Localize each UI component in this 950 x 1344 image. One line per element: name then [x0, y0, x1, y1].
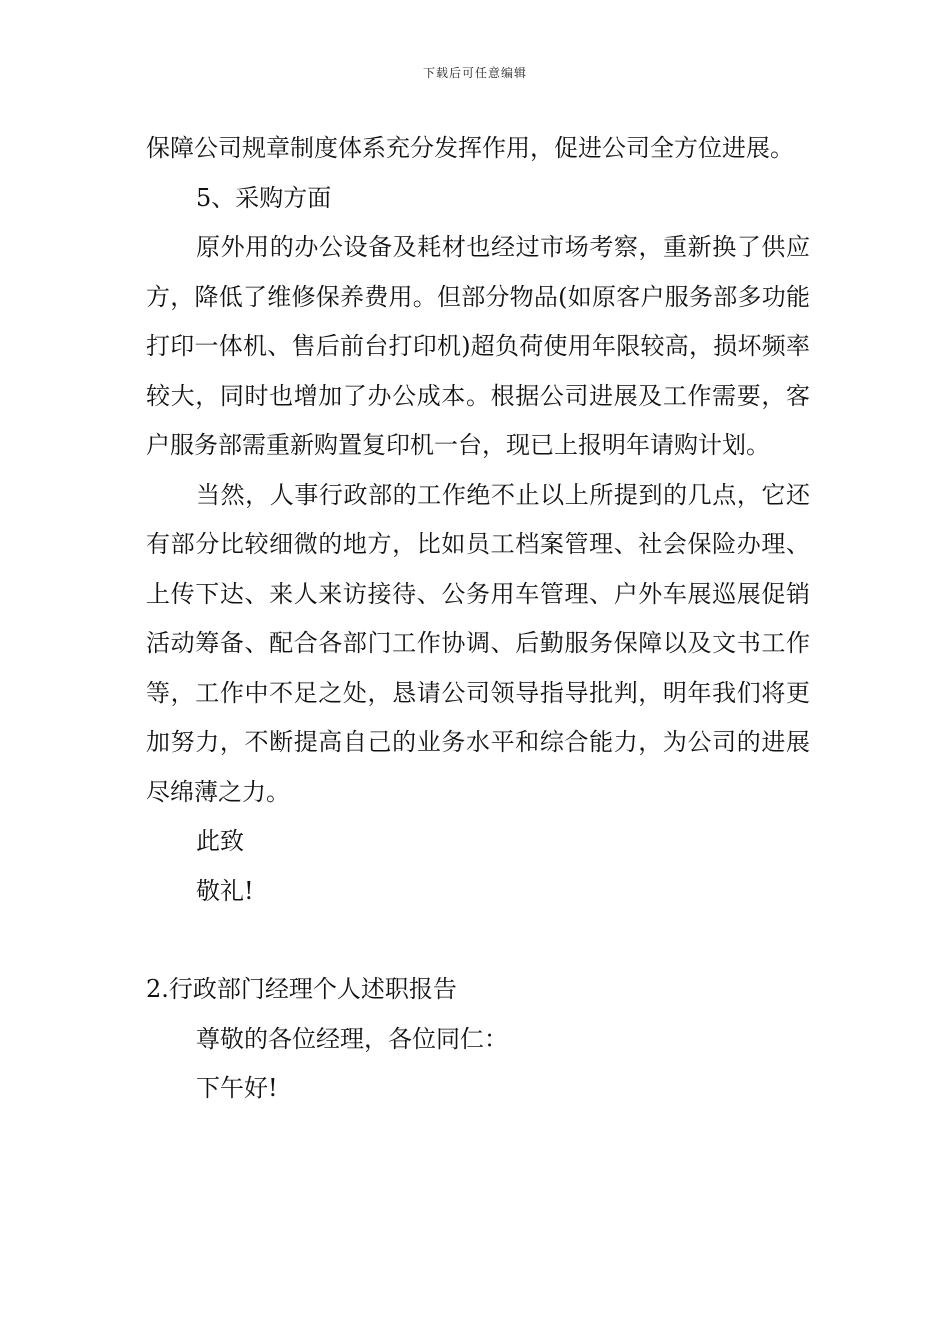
paragraph-procurement: 原外用的办公设备及耗材也经过市场考察，重新换了供应方，降低了维修保养费用。但部分物品(如原客户服务部多功能打印一体机、售后前台打印机)超负荷使用年限较高，损坏频率较大，同时也增加了办公成本。根据公司进展及工作需要，客户服务部需重新购置复印机一台，现已上报明年请购计划。 — [146, 233, 810, 459]
report-greeting: 尊敬的各位经理，各位同仁： — [196, 1024, 508, 1053]
blank-line — [146, 916, 810, 965]
page-header: 下载后可任意编辑 — [422, 66, 527, 80]
report-opening: 下午好! — [196, 1074, 278, 1102]
paragraph-summary: 当然，人事行政部的工作绝不止以上所提到的几点，它还有部分比较细微的地方，比如员工档案管理、社会保险办理、上传下达、来人来访接待、公务用车管理、户外车展巡展促销活动筹备、配合各部门工作协调、后勤服务保障以及文书工作等，工作中不足之处，恳请公司领导指导批判，明年我们将更加努力，不断提高自己的业务水平和综合能力，为公司的进展尽绵薄之力。 — [146, 480, 810, 806]
report-title: 2.行政部门经理个人述职报告 — [146, 975, 457, 1003]
document-body — [146, 124, 810, 1114]
section-heading-procurement: 5、采购方面 — [196, 183, 332, 212]
paragraph-continuation: 保障公司规章制度体系充分发挥作用，促进公司全方位进展。 — [146, 134, 794, 162]
closing-regards: 敬礼! — [196, 876, 254, 905]
closing-salutation: 此致 — [196, 827, 244, 855]
